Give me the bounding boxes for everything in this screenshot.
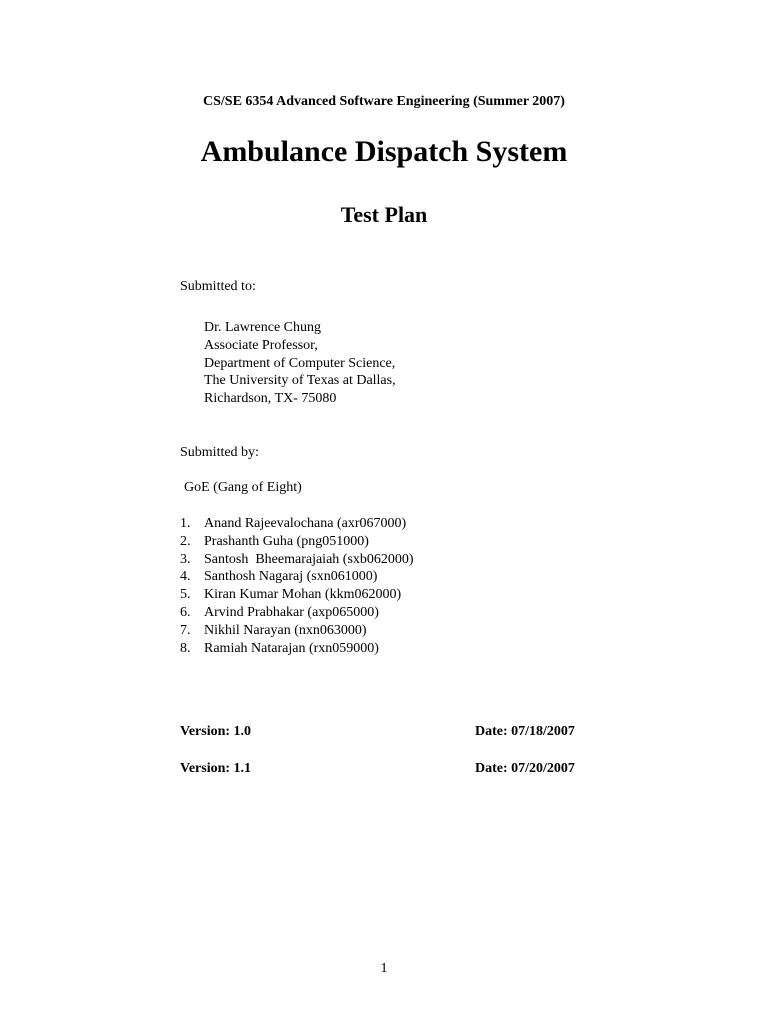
page-number: 1: [380, 961, 388, 976]
list-number: 1.: [180, 516, 191, 531]
member-name: Nikhil Narayan (nxn063000): [204, 622, 367, 638]
version-label: Version: 1.1: [180, 761, 252, 776]
list-number: 5.: [180, 587, 191, 603]
list-item: [180, 586, 414, 604]
version-label: Version: 1.0: [180, 724, 252, 739]
list-item: [180, 515, 414, 533]
version-date: Date: 07/20/2007: [475, 761, 575, 776]
list-number: 8.: [180, 640, 191, 656]
member-name: Prashanth Guha (png051000): [204, 533, 369, 549]
list-item: [180, 551, 414, 569]
document-title: Ambulance Dispatch System: [200, 135, 568, 168]
recipient-name: Dr. Lawrence Chung: [204, 320, 322, 335]
course-heading: CS/SE 6354 Advanced Software Engineering (Summer 2007): [203, 94, 565, 109]
submitted-to-label: Submitted to:: [180, 279, 256, 294]
recipient-department: Department of Computer Science,: [204, 355, 396, 371]
list-item: [180, 604, 414, 622]
recipient-city: Richardson, TX- 75080: [204, 391, 337, 407]
member-name: Anand Rajeevalochana (axr067000): [204, 516, 407, 531]
member-name: Kiran Kumar Mohan (kkm062000): [204, 587, 402, 603]
team-name: GoE (Gang of Eight): [184, 480, 302, 495]
recipient-university: The University of Texas at Dallas,: [204, 373, 396, 389]
member-name: Arvind Prabhakar (axp065000): [204, 604, 379, 620]
list-number: 7.: [180, 622, 191, 638]
version-date: Date: 07/18/2007: [475, 724, 575, 739]
member-list: [180, 515, 414, 657]
submitted-by-label: Submitted by:: [180, 445, 259, 460]
list-item: [180, 568, 414, 586]
list-number: 2.: [180, 533, 191, 549]
member-name: Santhosh Nagaraj (sxn061000): [204, 569, 378, 585]
recipient-title: Associate Professor,: [204, 337, 318, 353]
member-name: Santosh Bheemarajaiah (sxb062000): [204, 551, 414, 567]
recipient-address: [204, 319, 396, 408]
list-item: [180, 640, 414, 658]
document-subtitle: Test Plan: [340, 202, 428, 227]
list-number: 3.: [180, 551, 191, 567]
member-name: Ramiah Natarajan (rxn059000): [204, 640, 379, 656]
list-item: [180, 622, 414, 640]
list-number: 4.: [180, 569, 191, 585]
list-item: [180, 533, 414, 551]
list-number: 6.: [180, 604, 191, 620]
